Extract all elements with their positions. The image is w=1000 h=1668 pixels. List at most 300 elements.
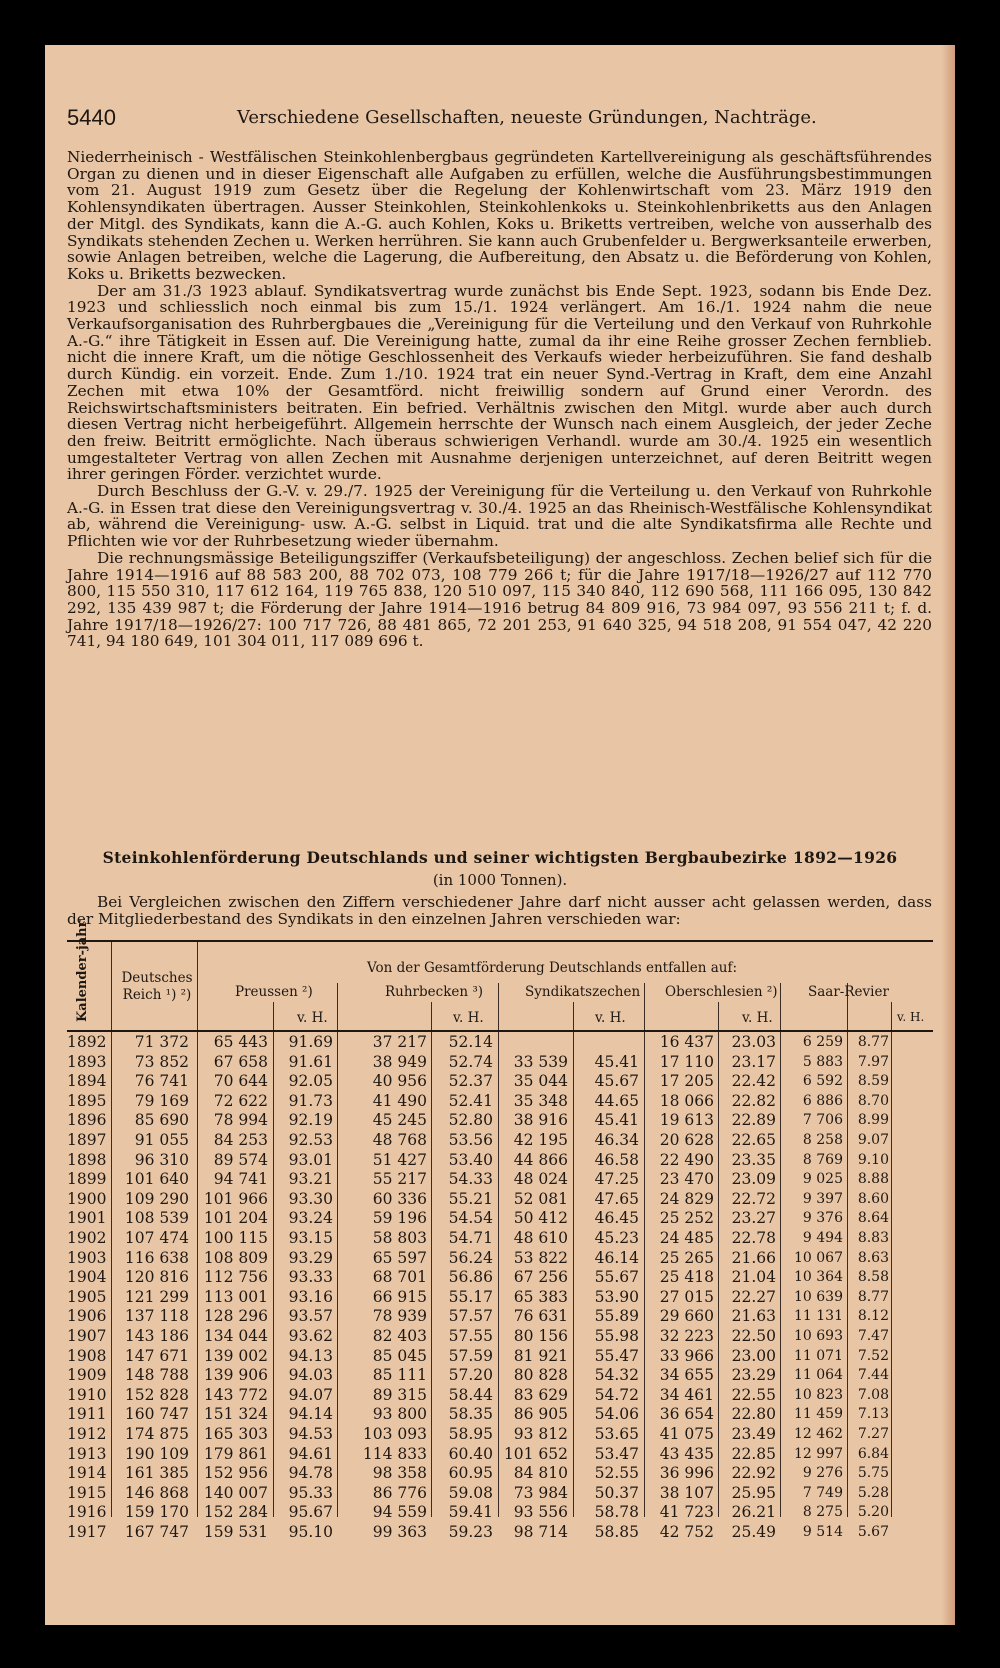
table-cell: 47.25 [594,1170,639,1189]
header-vh: v. H. [742,1010,773,1026]
table-cell: 72 622 [213,1091,268,1110]
table-cell: 50.37 [594,1483,639,1502]
table-cell: 16 437 [659,1033,714,1051]
table-cell: 68 701 [372,1268,427,1287]
table-row-year: 1901 [67,1209,107,1228]
table-cell: 45.67 [594,1072,639,1091]
table-cell: 38 916 [513,1111,568,1130]
table-cell: 179 861 [203,1444,268,1463]
header-reich: Deutsches Reich ¹) ²) [121,970,193,1003]
column-rule [197,942,198,1517]
table-cell: 37 217 [372,1033,427,1051]
table-cell: 93 800 [372,1405,427,1424]
table-cell: 12 997 [794,1445,843,1462]
table-cell: 139 906 [203,1366,268,1385]
table-cell: 53.47 [594,1444,639,1463]
table-cell: 91.73 [288,1091,333,1110]
table-cell: 19 613 [659,1111,714,1130]
table-cell: 38 949 [372,1052,427,1071]
table-cell: 35 044 [513,1072,568,1091]
table-cell: 46.45 [594,1209,639,1228]
table-cell: 98 714 [513,1523,568,1541]
table-cell: 83 629 [513,1385,568,1404]
table-cell: 92.53 [288,1131,333,1149]
table-cell: 9 397 [802,1190,843,1207]
table-cell: 22.42 [731,1072,776,1091]
table-cell: 9 514 [802,1524,843,1540]
column-rule [273,1002,274,1517]
column-rule [337,983,338,1517]
table-cell: 5.75 [857,1465,889,1482]
table-cell: 27 015 [659,1287,714,1306]
table-cell: 51 427 [372,1150,427,1169]
table-cell: 17 205 [659,1072,714,1091]
table-row-year: 1902 [67,1229,107,1247]
table-cell: 50 412 [513,1209,568,1228]
table-cell: 46.34 [594,1131,639,1149]
table-cell: 91.69 [288,1033,333,1051]
table-cell: 12 462 [794,1426,843,1442]
table-cell: 55.47 [594,1346,639,1365]
header-syndikatszechen: Syndikatszechen [525,984,641,1000]
table-cell: 9 376 [802,1210,843,1227]
table-cell: 57.20 [448,1366,493,1385]
table-cell: 52.55 [594,1464,639,1483]
table-cell: 8.77 [857,1288,889,1305]
table-cell: 6 259 [802,1034,843,1050]
table-cell: 86 776 [372,1483,427,1502]
table-cell: 33 966 [659,1346,714,1365]
table-cell: 99 363 [372,1523,427,1541]
table-cell: 7.47 [857,1328,889,1344]
table-cell: 59 196 [372,1209,427,1228]
header-saar: Saar-Revier [808,984,889,1000]
table-cell: 22.27 [731,1287,776,1306]
table-cell: 59.08 [448,1483,493,1502]
table-cell: 85 045 [372,1346,427,1365]
table-cell: 58 803 [372,1229,427,1247]
table-cell: 54.32 [594,1366,639,1385]
header-vh: v. H. [453,1010,484,1026]
table-cell: 152 956 [203,1464,268,1483]
table-cell: 94.14 [288,1405,333,1424]
table-cell: 36 654 [659,1405,714,1424]
table-cell: 95.10 [288,1523,333,1541]
table-cell: 9 494 [802,1230,843,1246]
table-row-year: 1909 [67,1366,107,1385]
table-cell: 54.06 [594,1405,639,1424]
table-row-year: 1893 [67,1052,107,1071]
table-cell: 57.55 [448,1327,493,1345]
table-cell: 10 823 [794,1386,843,1403]
table-cell: 165 303 [203,1425,268,1443]
table-cell: 8.64 [857,1210,889,1227]
table-cell: 137 118 [124,1307,189,1326]
paragraph: Die rechnungsmässige Beteiligungsziffer (Verkaufsbeteiligung) der angeschloss. Zechen belief sich für die Jahre 1914—1916 auf 88 583 200, 88 702 073, 108 779 266 t; für die Jahre 1917/18—1926/27 auf 112 770 800, 115 550 310, 117 612 164, 119 765 838, 120 510 097, 115 340 840, 112 690 568, 111 166 095, 130 842 292, 135 439 987 t; die Förderung der Jahre 1914—1916 betrug 84 809 916, 73 984 097, 93 556 211 t; f. d. Jahre 1917/18—1926/27: 100 717 726, 88 481 865, 72 201 253, 91 640 325, 94 518 208, 91 554 047, 42 220 741, 94 180 649, 101 304 011, 117 089 696 t. [67,548,932,651]
table-cell: 91 055 [134,1131,189,1149]
table-cell: 22.82 [731,1091,776,1110]
table-cell: 22.85 [731,1444,776,1463]
table-cell: 143 186 [124,1327,189,1345]
table-cell: 8.70 [857,1092,889,1109]
table-cell: 52.37 [448,1072,493,1091]
table-cell: 70 644 [213,1072,268,1091]
table-cell: 21.04 [731,1268,776,1287]
table-header-rule [67,1030,933,1032]
table-row-year: 1898 [67,1150,107,1169]
table-cell: 101 652 [503,1444,568,1463]
header-ruhrbecken: Ruhrbecken ³) [385,984,484,1000]
table-cell: 92.05 [288,1072,333,1091]
table-cell: 113 001 [203,1287,268,1306]
table-cell: 8 258 [802,1132,843,1148]
table-cell: 167 747 [124,1523,189,1541]
table-cell: 53.40 [448,1150,493,1169]
section-note [67,894,932,928]
table-cell: 93 556 [513,1503,568,1522]
column-rule [718,1002,719,1517]
table-cell: 159 531 [203,1523,268,1541]
table-cell: 58.35 [448,1405,493,1424]
table-cell: 45.41 [594,1111,639,1130]
table-cell: 116 638 [124,1248,189,1267]
table-cell: 23.27 [731,1209,776,1228]
table-cell: 46.14 [594,1248,639,1267]
table-cell: 44 866 [513,1150,568,1169]
table-cell: 55.67 [594,1268,639,1287]
table-cell: 108 539 [124,1209,189,1228]
table-cell: 58.85 [594,1523,639,1541]
table-cell: 11 064 [794,1367,843,1384]
page-edge-shadow [941,45,955,1625]
table-cell: 93.62 [288,1327,333,1345]
table-cell: 9.10 [857,1151,889,1168]
table-cell: 8 769 [802,1151,843,1168]
table-cell: 7.44 [857,1367,889,1384]
table-cell: 82 403 [372,1327,427,1345]
table-cell: 56.86 [448,1268,493,1287]
table-cell: 5 883 [802,1053,843,1070]
table-cell: 54.72 [594,1385,639,1404]
table-cell: 35 348 [513,1091,568,1110]
table-cell: 43 435 [659,1444,714,1463]
table-cell: 10 639 [794,1288,843,1305]
table-cell: 94 559 [372,1503,427,1522]
table-cell: 7.08 [857,1386,889,1403]
table-cell: 101 204 [203,1209,268,1228]
table-row-year: 1896 [67,1111,107,1130]
column-rule [891,1002,892,1517]
table-cell: 52.80 [448,1111,493,1130]
table-row-year: 1897 [67,1131,107,1149]
header-vh: v. H. [595,1010,626,1026]
table-cell: 143 772 [203,1385,268,1404]
table-cell: 86 905 [513,1405,568,1424]
table-cell: 59.41 [448,1503,493,1522]
table-cell: 10 693 [794,1328,843,1344]
table-cell: 56.24 [448,1248,493,1267]
table-cell: 55.89 [594,1307,639,1326]
table-cell: 190 109 [124,1444,189,1463]
table-cell: 5.28 [857,1484,889,1501]
table-cell: 52 081 [513,1189,568,1208]
table-cell: 65 597 [372,1248,427,1267]
header-span: Von der Gesamtförderung Deutschlands entfallen auf: [367,960,738,976]
table-cell: 148 788 [124,1366,189,1385]
table-cell: 107 474 [124,1229,189,1247]
table-cell: 6 592 [802,1073,843,1090]
table-cell: 152 828 [124,1385,189,1404]
table-cell: 5.20 [857,1504,889,1521]
table-cell: 41 075 [659,1425,714,1443]
table-cell: 151 324 [203,1405,268,1424]
table-cell: 23.35 [731,1150,776,1169]
paragraph: Der am 31./3 1923 ablauf. Syndikatsvertrag wurde zunächst bis Ende Sept. 1923, sodann bis Ende Dez. 1923 und schliesslich noch einmal bis zum 15./1. 1924 verlängert. Am 16./1. 1924 nahm die neue Verkaufsorganisation des Ruhrbergbaues die „Vereinigung für die Verteilung und den Verkauf von Ruhrkohle A.-G.“ ihre Tätigkeit in Essen auf. Die Vereinigung hatte, zumal da ihr eine Reihe grosser Zechen fernblieb. nicht die innere Kraft, um die nötige Geschlossenheit des Verkaufs wieder herbeizuführen. Sie fand deshalb durch Kündig. ein vorzeit. Ende. Zum 1./10. 1924 trat ein neuer Synd.-Vertrag in Kraft, dem eine Anzahl Zechen mit etwa 10% der Gesamtförd. nicht freiwillig sondern auf Grund einer Verordn. des Reichswirtschaftsministers beitraten. Ein befried. Verhältnis zwischen den Mitgl. wurde aber auch durch diesen Vertrag nicht herbeigeführt. Allgemein herrschte der Wunsch nach einem Ausgleich, der jeder Zeche den freiw. Beitritt ermöglichte. Nach überaus schwierigen Verhandl. wurde am 30./4. 1925 ein wesentlich umgestalteter Vertrag von allen Zechen mit Ausnahme derjenigen unterzeichnet, auf deren Beitritt wegen ihrer geringen Förder. verzichtet wurde. [67,281,932,484]
table-cell: 25 252 [659,1209,714,1228]
table-cell: 25 265 [659,1248,714,1267]
table-cell: 89 315 [372,1385,427,1404]
table-row-year: 1908 [67,1346,107,1365]
table-cell: 10 067 [794,1249,843,1266]
table-cell: 22.65 [731,1131,776,1149]
table-cell: 58.95 [448,1425,493,1443]
table-cell: 94.78 [288,1464,333,1483]
table-cell: 85 111 [372,1366,427,1385]
table-cell: 93.15 [288,1229,333,1247]
table-cell: 93.33 [288,1268,333,1287]
table-cell: 101 966 [203,1189,268,1208]
table-cell: 53 822 [513,1248,568,1267]
table-cell: 7.27 [857,1426,889,1442]
table-cell: 89 574 [213,1150,268,1169]
table-cell: 54.33 [448,1170,493,1189]
table-cell: 8.59 [857,1073,889,1090]
table-cell: 8.58 [857,1269,889,1286]
table-cell: 52.41 [448,1091,493,1110]
column-rule [780,983,781,1517]
table-cell: 146 868 [124,1483,189,1502]
table-cell: 174 875 [124,1425,189,1443]
table-cell: 84 810 [513,1464,568,1483]
table-row-year: 1895 [67,1091,107,1110]
table-cell: 46.58 [594,1150,639,1169]
table-cell: 84 253 [213,1131,268,1149]
section-subheading: (in 1000 Tonnen). [432,871,568,889]
running-title: Verschiedene Gesellschaften, neueste Gründungen, Nachträge. [237,107,817,128]
table-cell: 76 631 [513,1307,568,1326]
table-cell: 109 290 [124,1189,189,1208]
table-cell: 36 996 [659,1464,714,1483]
table-cell: 96 310 [134,1150,189,1169]
table-cell: 95.33 [288,1483,333,1502]
table-cell: 147 671 [124,1346,189,1365]
table-row-year: 1916 [67,1503,107,1522]
table-cell: 42 752 [659,1523,714,1541]
table-cell: 17 110 [659,1052,714,1071]
table-cell: 9 276 [802,1465,843,1482]
table-cell: 94.13 [288,1346,333,1365]
table-cell: 78 939 [372,1307,427,1326]
header-oberschlesien: Oberschlesien ²) [665,984,778,1000]
table-cell: 73 984 [513,1483,568,1502]
table-cell: 34 461 [659,1385,714,1404]
table-cell: 159 170 [124,1503,189,1522]
table-cell: 108 809 [203,1248,268,1267]
table-cell: 112 756 [203,1268,268,1287]
section-heading: Steinkohlenförderung Deutschlands und seiner wichtigsten Bergbaubezirke 1892—1926 [102,848,898,867]
table-cell: 57.59 [448,1346,493,1365]
table-cell: 93 812 [513,1425,568,1443]
table-cell: 48 024 [513,1170,568,1189]
table-cell: 22.80 [731,1405,776,1424]
table-cell: 93.29 [288,1248,333,1267]
table-cell: 67 256 [513,1268,568,1287]
table-cell: 22.89 [731,1111,776,1130]
table-row-year: 1899 [67,1170,107,1189]
page-number: 5440 [67,105,116,130]
table-cell: 34 655 [659,1366,714,1385]
book-page [45,45,955,1625]
table-cell: 23.03 [731,1033,776,1051]
table-row-year: 1904 [67,1268,107,1287]
table-cell: 81 921 [513,1346,568,1365]
table-cell: 10 364 [794,1269,843,1286]
table-cell: 11 131 [794,1308,843,1325]
table-cell: 134 044 [203,1327,268,1345]
table-cell: 20 628 [659,1131,714,1149]
table-cell: 55.21 [448,1189,493,1208]
table-cell: 32 223 [659,1327,714,1345]
table-cell: 22 490 [659,1150,714,1169]
table-cell: 94 741 [213,1170,268,1189]
table-cell: 21.63 [731,1307,776,1326]
table-cell: 47.65 [594,1189,639,1208]
table-cell: 8 275 [802,1504,843,1521]
header-vh: v. H. [897,1010,925,1024]
table-cell: 65 443 [213,1033,268,1051]
table-cell: 21.66 [731,1248,776,1267]
table-cell: 22.92 [731,1464,776,1483]
table-cell: 91.61 [288,1052,333,1071]
table-cell: 22.50 [731,1327,776,1345]
table-cell: 23.17 [731,1052,776,1071]
table-cell: 128 296 [203,1307,268,1326]
table-cell: 54.71 [448,1229,493,1247]
table-cell: 58.44 [448,1385,493,1404]
table-cell: 93.57 [288,1307,333,1326]
table-cell: 95.67 [288,1503,333,1522]
table-row-year: 1907 [67,1327,107,1345]
table-cell: 94.53 [288,1425,333,1443]
table-row-year: 1900 [67,1189,107,1208]
table-cell: 8.63 [857,1249,889,1266]
table-row-year: 1905 [67,1287,107,1306]
table-cell: 7.13 [857,1406,889,1423]
table-cell: 22.55 [731,1385,776,1404]
table-cell: 160 747 [124,1405,189,1424]
table-cell: 94.03 [288,1366,333,1385]
table-cell: 67 658 [213,1052,268,1071]
table-cell: 8.83 [857,1230,889,1246]
table-cell: 80 156 [513,1327,568,1345]
table-row-year: 1906 [67,1307,107,1326]
table-row-year: 1917 [67,1523,107,1541]
table-cell: 65 383 [513,1287,568,1306]
table-cell: 42 195 [513,1131,568,1149]
table-cell: 52.74 [448,1052,493,1071]
table-cell: 23.49 [731,1425,776,1443]
table-row-year: 1911 [67,1405,107,1424]
paragraph: Durch Beschluss der G.-V. v. 29./7. 1925 der Vereinigung für die Verteilung u. den Verkauf von Ruhrkohle A.-G. in Essen trat diese den Vereinigungsvertrag v. 30./4. 1925 an das Rheinisch-Westfälische Kohlensyndikat ab, während die Vereinigung- usw. A.-G. selbst in Liquid. trat und die alte Syndikatsfirma alle Rechte und Pflichten wie vor der Ruhrbesetzung wieder übernahm. [67,482,932,551]
paragraph: Niederrheinisch - Westfälischen Steinkohlenbergbaus gegründeten Kartellvereinigung als geschäftsführendes Organ zu dienen und in dieser Eigenschaft alle Aufgaben zu erfüllen, welche die Ausführungsbestimmungen vom 21. August 1919 zum Gesetz über die Regelung der Kohlenwirtschaft vom 23. März 1919 den Kohlensyndikaten übertragen. Ausser Steinkohlen, Steinkohlenkoks u. Steinkohlenbriketts aus den Anlagen der Mitgl. des Syndikats, kann die A.-G. auch Kohlen, Koks u. Briketts vertreiben, welche von ausserhalb des Syndikats stehenden Zechen u. Werken herrühren. Sie kann auch Grubenfelder u. Bergwerksanteile erwerben, sowie Anlagen betreiben, welche die Lagerung, die Aufbereitung, den Absatz u. die Beförderung von Kohlen, Koks u. Briketts bezwecken. [67,148,932,283]
table-cell: 93.30 [288,1189,333,1208]
table-cell: 52.14 [448,1033,493,1051]
table-row-year: 1915 [67,1483,107,1502]
table-cell: 71 372 [134,1033,189,1051]
table-cell: 53.90 [594,1287,639,1306]
table-cell: 23.29 [731,1366,776,1385]
table-cell: 45.41 [594,1052,639,1071]
table-cell: 11 459 [794,1406,843,1423]
table-cell: 53.56 [448,1131,493,1149]
table-cell: 94.61 [288,1444,333,1463]
table-cell: 7 749 [802,1484,843,1501]
table-cell: 26.21 [731,1503,776,1522]
table-cell: 45 245 [372,1111,427,1130]
table-cell: 44.65 [594,1091,639,1110]
table-cell: 8.77 [857,1034,889,1050]
table-cell: 139 002 [203,1346,268,1365]
table-cell: 60 336 [372,1189,427,1208]
column-rule [644,983,645,1517]
table-row-year: 1913 [67,1444,107,1463]
header-preussen: Preussen ²) [235,984,313,1000]
table-cell: 93.16 [288,1287,333,1306]
table-cell: 8.12 [857,1308,889,1325]
column-rule [573,1002,574,1517]
note-text: Bei Vergleichen zwischen den Ziffern verschiedener Jahre darf nicht ausser acht gelassen werden, dass der Mitgliederbestand des Syndikats in den einzelnen Jahren verschieden war: [67,893,932,928]
table-cell: 22.72 [731,1189,776,1208]
table-cell: 40 956 [372,1072,427,1091]
table-cell: 8.60 [857,1190,889,1207]
table-cell: 53.65 [594,1425,639,1443]
table-cell: 9 025 [802,1171,843,1188]
table-cell: 6 886 [802,1092,843,1109]
table-cell: 38 107 [659,1483,714,1502]
table-cell: 48 768 [372,1131,427,1149]
table-cell: 25 418 [659,1268,714,1287]
column-rule [111,942,112,1517]
table-cell: 18 066 [659,1091,714,1110]
table-cell: 45.23 [594,1229,639,1247]
table-cell: 93.24 [288,1209,333,1228]
table-cell: 24 829 [659,1189,714,1208]
table-cell: 9.07 [857,1132,889,1148]
table-row-year: 1912 [67,1425,107,1443]
table-cell: 5.67 [857,1524,889,1540]
running-head [67,105,937,131]
table-cell: 7.97 [857,1053,889,1070]
table-cell: 60.95 [448,1464,493,1483]
table-cell: 48 610 [513,1229,568,1247]
table-cell: 93.01 [288,1150,333,1169]
table-cell: 98 358 [372,1464,427,1483]
table-cell: 93.21 [288,1170,333,1189]
table-cell: 140 007 [203,1483,268,1502]
table-cell: 60.40 [448,1444,493,1463]
table-cell: 55.98 [594,1327,639,1345]
table-cell: 54.54 [448,1209,493,1228]
